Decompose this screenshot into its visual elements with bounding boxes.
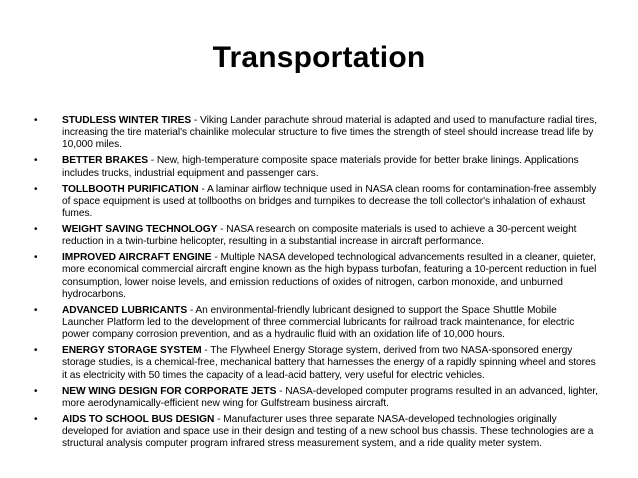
bullet-text: - A laminar airflow technique used in NASA clean rooms for contamination-free assembly of space equipment is used at tollbooths on bridges and turnpikes to decrease the toll collector's inhalation of exhaust fumes. [62, 183, 597, 220]
bullet-item-weight-saving-technology [34, 224, 600, 248]
bullet-text: - Manufacturer uses three separate NASA-developed technologies originally developed for aviation and space use in their design and testing of a new school bus chassis. These technologies are a structural analysis computer program infrared stress measurement system, and a ride quality meter system. [62, 413, 594, 450]
bullet-heading: STUDLESS WINTER TIRES [62, 115, 192, 126]
bullet-text: - Viking Lander parachute shroud material is adapted and used to manufacture radial tires, increasing the tire material's chainlike molecular structure to five times the strength of steel should increase tread life by 10,000 miles. [62, 115, 597, 151]
bullet-icon: • [34, 304, 38, 316]
bullet-heading: WEIGHT SAVING TECHNOLOGY [62, 224, 218, 236]
bullet-icon: • [34, 224, 38, 236]
bullet-icon: • [34, 183, 38, 195]
bullet-item-studless-winter-tires [34, 115, 600, 152]
bullet-item-energy-storage-system [34, 345, 600, 382]
bullet-item-new-wing-design [34, 386, 600, 410]
bullet-list [34, 115, 600, 454]
bullet-icon: • [34, 345, 38, 357]
bullet-item-tollbooth-purification [34, 184, 600, 221]
bullet-heading: NEW WING DESIGN FOR CORPORATE JETS [62, 385, 277, 397]
bullet-heading: BETTER BRAKES [62, 155, 148, 167]
bullet-icon: • [34, 385, 38, 397]
bullet-text: - New, high-temperature composite space materials provide for better brake linings. Applications includes trucks, industrial equipment and passenger cars. [62, 155, 579, 179]
bullet-icon: • [34, 155, 38, 167]
bullet-text: - An environmental-friendly lubricant designed to support the Space Shuttle Mobile Launcher Platform led to the development of three commercial lubricants for railroad track maintenance, for electric power company corrosion prevention, and as a hydraulic fluid with an oxidation life of 10,000 hours. [62, 304, 575, 341]
bullet-text: - NASA research on composite materials is used to achieve a 30-percent weight reduction in a twin-turbine helicopter, resulting in a substantial increase in aircraft performance. [62, 224, 577, 248]
bullet-text: - The Flywheel Energy Storage system, derived from two NASA-sponsored energy storage studies, is a chemical-free, mechanical battery that harnesses the energy of a rapidly spinning wheel and stores it as electricity with 50 times the capacity of a lead-acid battery, very useful for electric vehicles. [62, 345, 596, 381]
bullet-item-improved-aircraft-engine [34, 252, 600, 301]
bullet-text: - NASA-developed computer programs resulted in an advanced, lighter, more aerodynamically-efficient new wing for Gulfstream business aircraft. [62, 385, 598, 409]
bullet-icon: • [34, 252, 38, 264]
bullet-heading: IMPROVED AIRCRAFT ENGINE [62, 252, 212, 264]
bullet-heading: AIDS TO SCHOOL BUS DESIGN [62, 413, 215, 425]
bullet-heading: ADVANCED LUBRICANTS [62, 304, 188, 316]
bullet-text: - Multiple NASA developed technological advancements resulted in a cleaner, quieter, more economical commercial aircraft engine known as the high bypass turbofan, featuring a 10-percent reduction in fuel consumption, lower noise levels, and emission reductions of oxides of nitrogen, carbon monoxide, and unburned hydrocarbons. [62, 252, 597, 300]
bullet-heading: ENERGY STORAGE SYSTEM [62, 345, 202, 357]
slide-title: Transportation [212, 41, 426, 74]
bullet-icon: • [34, 115, 38, 126]
bullet-item-school-bus-design [34, 414, 600, 451]
bullet-item-better-brakes [34, 155, 600, 179]
bullet-heading: TOLLBOOTH PURIFICATION [62, 183, 199, 195]
bullet-item-advanced-lubricants [34, 305, 600, 342]
bullet-icon: • [34, 413, 38, 425]
